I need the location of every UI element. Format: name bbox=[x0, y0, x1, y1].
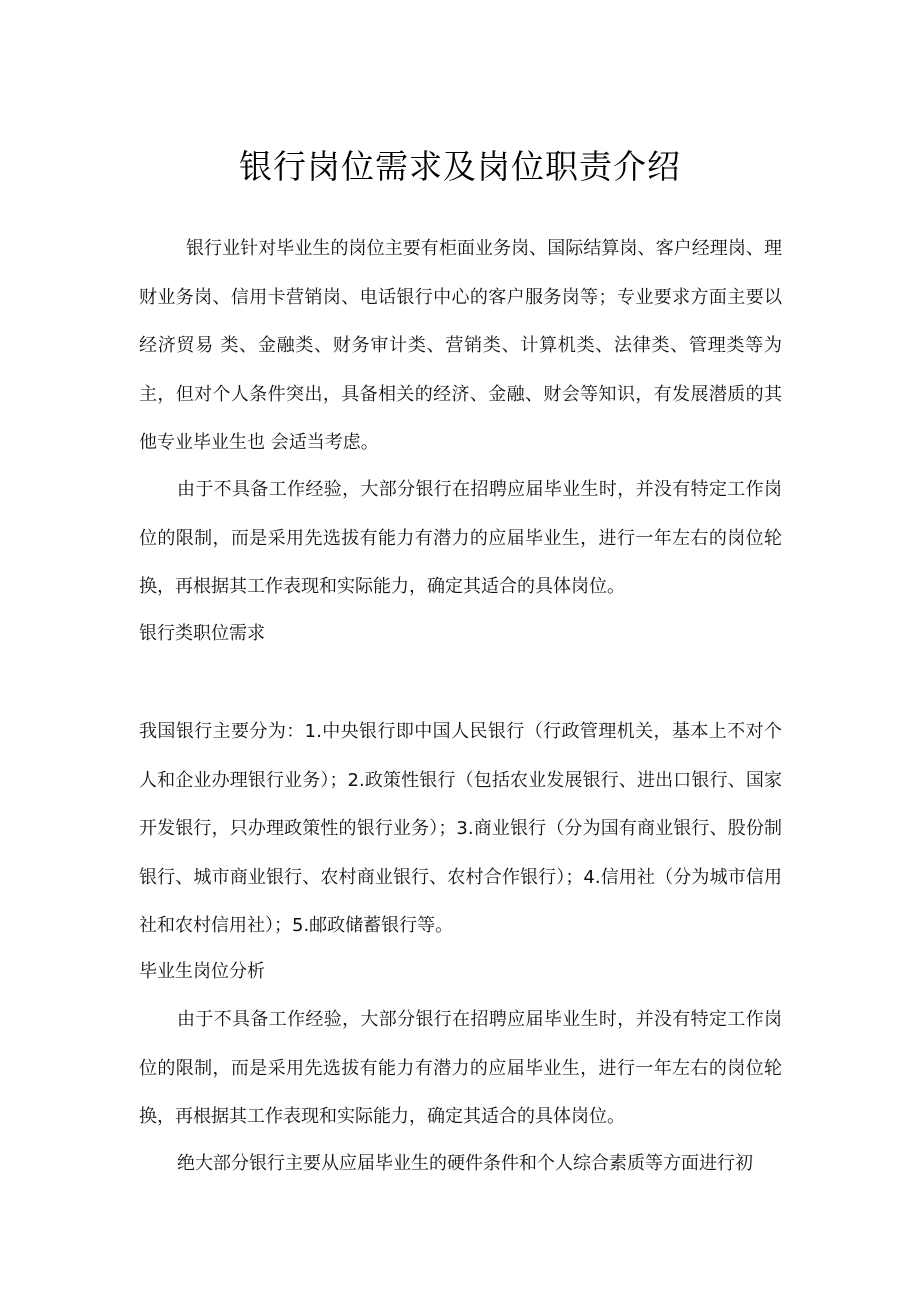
bank-types-paragraph: 我国银行主要分为：1.中央银行即中国人民银行（行政管理机关，基本上不对个人和企业办理银行业务）；2.政策性银行（包括农业发展银行、进出口银行、国家开发银行，只办理政策性的银行业务）；3.商业银行（分为国有商业银行、股份制银行、城市商业银行、农村商业银行、农村合作银行）；4.信用社（分为城市信用社和农村信用社）；5.邮政储蓄银行等。 bbox=[139, 721, 782, 936]
no-experience-paragraph-2: 由于不具备工作经验，大部分银行在招聘应届毕业生时，并没有特定工作岗位的限制，而是采用先选拔有能力有潜力的应届毕业生，进行一年左右的岗位轮换，再根据其工作表现和实际能力，确定其适合的具体岗位。 bbox=[139, 1009, 782, 1127]
no-experience-section-2 bbox=[139, 996, 782, 1142]
heading-graduate-analysis-section bbox=[139, 948, 782, 997]
heading-bank-demand-section bbox=[139, 610, 782, 659]
selection-section bbox=[139, 1140, 782, 1189]
intro-paragraph: 银行业针对毕业生的岗位主要有柜面业务岗、国际结算岗、客户经理岗、理财业务岗、信用卡营销岗、电话银行中心的客户服务岗等；专业要求方面主要以经济贸易 类、金融类、财务审计类、营销类、计算机类、法律类、管理类等为主，但对个人条件突出，具备相关的经济、金融、财会等知识，有发展潜质的其他专业毕业生也 会适当考虑。 bbox=[139, 238, 782, 453]
heading-bank-demand: 银行类职位需求 bbox=[139, 623, 265, 644]
no-experience-section-1 bbox=[139, 466, 782, 612]
intro-section bbox=[139, 225, 782, 468]
document-title: 银行岗位需求及岗位职责介绍 bbox=[239, 147, 681, 186]
selection-paragraph: 绝大部分银行主要从应届毕业生的硬件条件和个人综合素质等方面进行初 bbox=[177, 1153, 753, 1174]
no-experience-paragraph-1: 由于不具备工作经验，大部分银行在招聘应届毕业生时，并没有特定工作岗位的限制，而是采用先选拔有能力有潜力的应届毕业生，进行一年左右的岗位轮换，再根据其工作表现和实际能力，确定其适合的具体岗位。 bbox=[139, 479, 782, 597]
heading-graduate-analysis: 毕业生岗位分析 bbox=[139, 961, 265, 982]
bank-types-section bbox=[139, 708, 782, 951]
